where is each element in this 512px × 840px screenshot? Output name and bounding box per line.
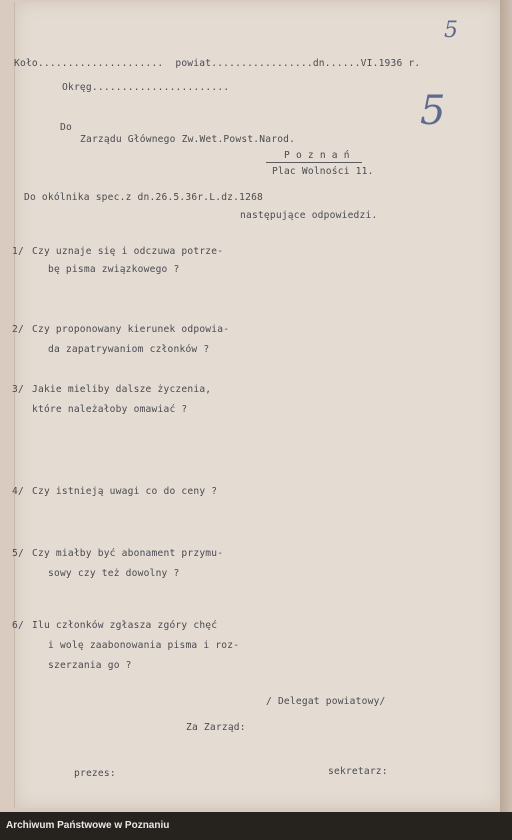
archive-footer: Archiwum Państwowe w Poznaniu xyxy=(0,812,512,840)
secretary-label: sekretarz: xyxy=(328,766,388,777)
question-number: 4/ xyxy=(12,486,24,497)
powiat-label: powiat xyxy=(175,58,212,69)
question-line: Czy istnieją uwagi co do ceny ? xyxy=(32,486,218,497)
handwritten-margin-number: 5 xyxy=(420,88,446,134)
question-line: Ilu członków zgłasza zgóry chęć xyxy=(32,620,218,631)
question-number: 3/ xyxy=(12,384,24,395)
president-label: prezes: xyxy=(74,768,116,779)
question-line: Czy miałby być abonament przymu- xyxy=(32,548,224,559)
question-line: Czy proponowany kierunek odpowia- xyxy=(32,324,230,335)
board-label: Za Zarząd: xyxy=(186,722,246,733)
question-line: szerzania go ? xyxy=(48,660,132,671)
addressee-city: P o z n a ń xyxy=(284,150,350,161)
delegate-signature-label: / Delegat powiatowy/ xyxy=(266,696,386,707)
intro-line-1: Do okólnika spec.z dn.26.5.36r.L.dz.1268 xyxy=(24,192,264,203)
kolo-label: Koło xyxy=(14,58,38,69)
question-line: bę pisma związkowego ? xyxy=(48,264,180,275)
date-value: VI.1936 r. xyxy=(360,58,421,69)
question-line: Czy uznaje się i odczuwa potrze- xyxy=(32,246,224,257)
question-line: da zapatrywaniom członków ? xyxy=(48,344,210,355)
header-line: Koło..................... powiat.................dn......VI.1936 r. xyxy=(14,58,421,69)
question-line: Jakie mieliby dalsze życzenia, xyxy=(32,384,212,395)
folder-edge xyxy=(500,0,512,812)
question-line: i wolę zaabonowania pisma i roz- xyxy=(48,640,240,651)
question-line: które należałoby omawiać ? xyxy=(32,404,188,415)
question-number: 5/ xyxy=(12,548,24,559)
question-number: 1/ xyxy=(12,246,24,257)
question-line: sowy czy też dowolny ? xyxy=(48,568,180,579)
addressee-do: Do xyxy=(60,122,72,133)
intro-line-2: następujące odpowiedzi. xyxy=(240,210,378,221)
dn-label: dn. xyxy=(312,58,331,69)
city-underline xyxy=(266,162,362,163)
question-number: 6/ xyxy=(12,620,24,631)
addressee-street: Plac Wolności 11. xyxy=(272,166,374,177)
handwritten-page-number: 5 xyxy=(444,18,458,43)
addressee-name: Zarządu Głównego Zw.Wet.Powst.Narod. xyxy=(80,134,296,145)
question-number: 2/ xyxy=(12,324,24,335)
okreg-line: Okręg....................... xyxy=(62,82,230,93)
okreg-label: Okręg xyxy=(62,82,92,93)
